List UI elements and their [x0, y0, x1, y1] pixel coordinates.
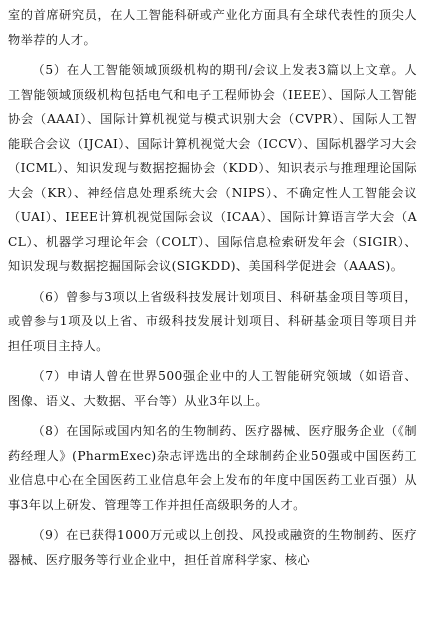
paragraph-item-9: （9）在已获得1000万元或以上创投、风投或融资的生物制药、医疗器械、医疗服务等行业企业中，担任首席科学家、核心 — [8, 528, 417, 567]
paragraph-item-5: （5）在人工智能领域顶级机构的期刊/会议上发表3篇以上文章。人工智能领域顶级机构包括电气和电子工程师协会（IEEE）、国际人工智能协会（AAAI）、国际计算机视觉与模式识别大会（CVPR）、国际人工智能联合会议（IJCAI）、国际计算机视觉大会（ICCV）、国际机器学习大会（ICML）、知识发现与数据挖掘协会（KDD）、知识表示与推理理论国际大会（KR）、神经信息处理系统大会（NIPS）、不确定性人工智能会议（UAI）、IEEE计算机视觉国际会议（ICAA）、国际计算语言学大会（ACL）、机器学习理论年会（COLT）、国际信息检索研发年会（SIGIR）、知识发现与数据挖掘国际会议(SIGKDD)、美国科学促进会（AAAS)。 — [8, 63, 417, 273]
paragraph-item-8: （8）在国际或国内知名的生物制药、医疗器械、医疗服务企业（《制药经理人》(PharmExec)杂志评选出的全球制药企业50强或中国医药工业信息中心在全国医药工业信息年会上发布的年度中国医药工业百强）从事3年以上研发、管理等工作并担任高级职务的人才。 — [8, 424, 417, 512]
paragraph-item-7: （7）申请人曾在世界500强企业中的人工智能研究领域（如语音、图像、语义、大数据、平台等）从业3年以上。 — [8, 369, 417, 408]
paragraph-item-6: （6）曾参与3项以上省级科技发展计划项目、科研基金项目等项目，或曾参与1项及以上省、市级科技发展计划项目、科研基金项目等项目并担任项目主持人。 — [8, 289, 417, 353]
paragraph-continued: 室的首席研究员，在人工智能科研或产业化方面具有全球代表性的顶尖人物举荐的人才。 — [8, 8, 417, 47]
